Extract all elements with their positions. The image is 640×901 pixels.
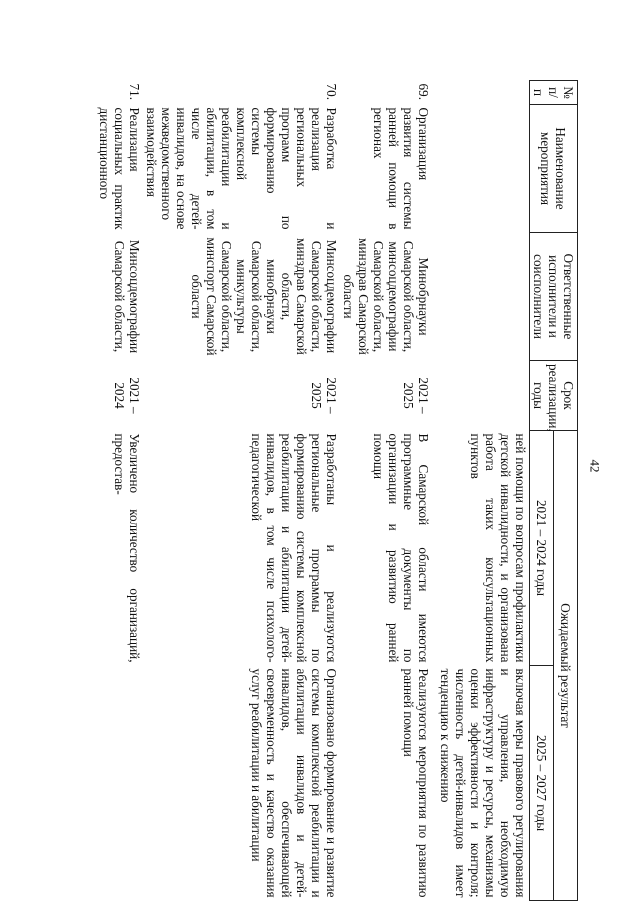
cell-name: Реализация социальных практик дистанционного xyxy=(97,107,142,230)
table-row xyxy=(96,81,143,901)
header-responsible: Ответственные исполнители и соисполнители xyxy=(530,233,578,361)
cell-result-2: включая меры правового регулирования и управления, необходимую инфраструктуру и ресурсы, механизмы оценки эффективности и контроля; численность детей-инвалидов имеет тенденцию к снижению xyxy=(438,668,528,898)
cell-num: 71. xyxy=(127,83,142,100)
header-period-2: 2025 – 2027 годы xyxy=(530,666,554,901)
table-row xyxy=(143,81,340,901)
cell-name: Организация развития системы ранней помощи в регионах xyxy=(371,107,431,230)
cell-name: Разработка и реализация региональных программ по формированию системы комплексной реабилитации и абилитации, в том числе детей-инвалидов, на основе межведомственного взаимодействия xyxy=(144,107,339,230)
cell-term: 2021 – 2025 xyxy=(309,377,339,414)
table-row-continuation xyxy=(432,81,530,901)
header-num: № п/п xyxy=(530,81,578,105)
cell-term: 2021 – 2025 xyxy=(401,377,431,414)
cell-result-1: В Самарской области имеются программные документы по организации и развитию ранней помощи xyxy=(371,433,431,663)
cell-term: 2021 – 2024 xyxy=(112,377,142,414)
cell-result-2: Реализуются мероприятия по развитию ранней помощи xyxy=(401,668,431,898)
cell-num: 69. xyxy=(416,83,431,100)
cell-result-2 xyxy=(96,666,143,901)
cell-num: 70. xyxy=(324,83,339,100)
cell-responsible: Минсоцдемографии Самарской области, xyxy=(112,239,142,354)
document-sheet xyxy=(58,80,578,900)
header-name: Наименование мероприятия xyxy=(530,105,578,233)
cell-result-2: Организовано формирование и развитие системы комплексной реабилитации и абилитации инвалидов и детей-инвалидов, обеспечивающей своевременность и качество оказания услуг реабилитации и абилитации xyxy=(249,668,339,898)
page-number: 42 xyxy=(587,459,603,473)
header-period-1: 2021 – 2024 годы xyxy=(530,431,554,666)
measures-table xyxy=(96,80,578,901)
cell-result-1: Разработаны и реализуются региональные программы по формированию системы комплексной реабилитации и абилитации детей-инвалидов, в том числе психолого-педагогической xyxy=(249,433,339,663)
header-term: Срок реализации, годы xyxy=(530,361,578,431)
cell-responsible: Минобрнауки Самарской области, минсоцдемографии Самарской области, минздрав Самарской области xyxy=(341,238,431,355)
cell-responsible: Минсоцдемографии Самарской области, минздрав Самарской области, минобрнауки Самарской области, минкультуры Самарской области, минспорт Самарской области xyxy=(189,237,339,356)
cell-result-1: Увеличено количество организаций, предостав- xyxy=(112,433,142,663)
table-row xyxy=(340,81,432,901)
header-expected: Ожидаемый результат xyxy=(554,431,578,901)
cell-result-1: ней помощи по вопросам профилактики детской инвалидности, и организована работа таких консультационных пунктов xyxy=(468,433,528,663)
